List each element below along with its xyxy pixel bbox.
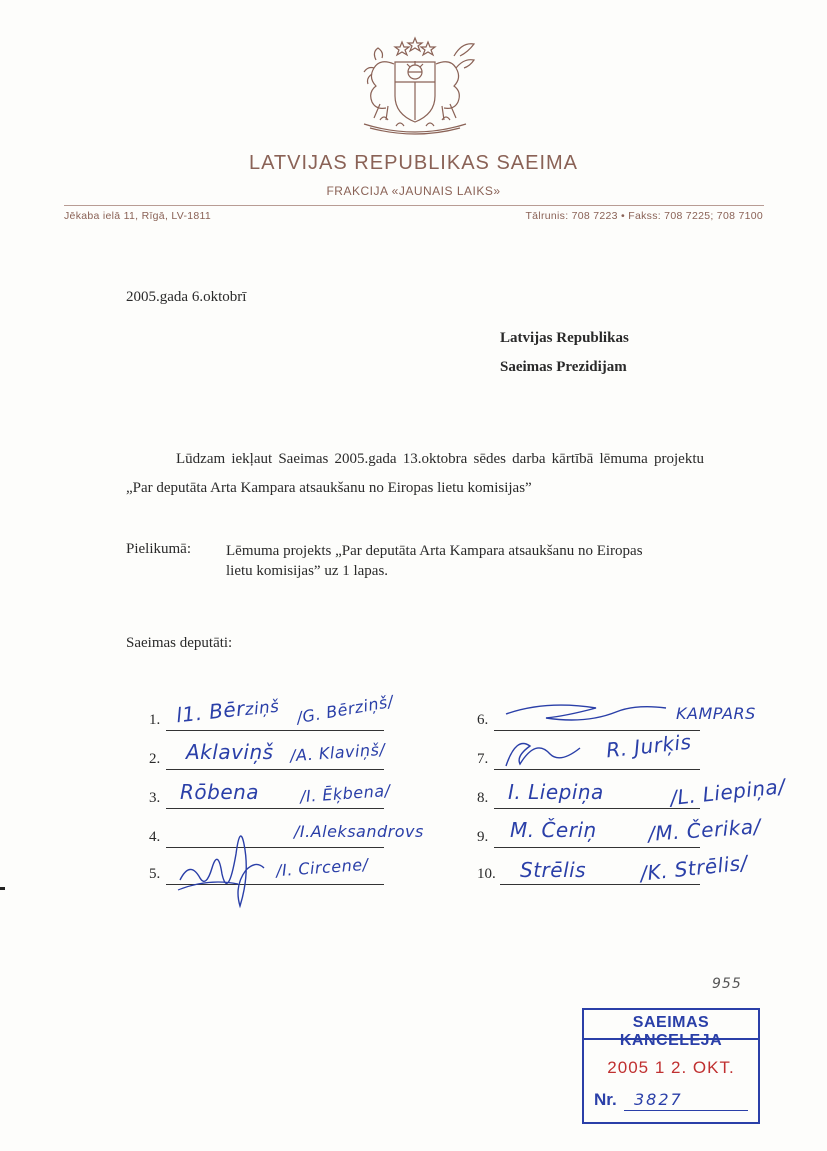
handwritten-name: /L. Liepiņa/ bbox=[669, 774, 787, 810]
handwritten-name: /A. Klaviņš/ bbox=[289, 739, 386, 766]
signature-number: 5. bbox=[149, 866, 161, 882]
letterhead-title: LATVIJAS REPUBLIKAS SAEIMA bbox=[248, 152, 579, 174]
handwritten-name: /I.Aleksandrovs bbox=[294, 822, 424, 841]
signature-line bbox=[166, 730, 384, 731]
handwritten-signature: l1. Bērziņš bbox=[175, 696, 281, 728]
handwritten-signature: M. Čeriņ bbox=[510, 818, 597, 842]
attachment-text: Lēmuma projekts „Par deputāta Arta Kampara atsaukšanu no Eiropas lietu komisijas” uz 1 lapas. bbox=[226, 543, 643, 579]
signature-number: 3. bbox=[149, 790, 161, 806]
stamp-nr-value: 3827 bbox=[634, 1090, 683, 1109]
handwritten-name: /I. Ēķbena/ bbox=[299, 780, 392, 807]
stamp-nr-label: Nr. bbox=[594, 1090, 617, 1109]
letter-date: 2005.gada 6.oktobrī bbox=[126, 289, 247, 305]
letterhead-address: Jēkaba ielā 11, Rīgā, LV-1811 bbox=[64, 210, 212, 222]
handwritten-name: R. Jurķis bbox=[604, 729, 693, 763]
registry-stamp bbox=[582, 1008, 760, 1124]
signature-number: 8. bbox=[477, 790, 489, 806]
attachment-label: Pielikumā: bbox=[126, 541, 191, 557]
recipient-line-2: Saeimas Prezidijam bbox=[500, 359, 627, 375]
letterhead-subtitle: FRAKCIJA «JAUNAIS LAIKS» bbox=[326, 184, 501, 198]
signature-number: 9. bbox=[477, 829, 489, 845]
letter-body bbox=[126, 445, 704, 503]
signature-number: 6. bbox=[477, 712, 489, 728]
stamp-nr-line bbox=[624, 1110, 748, 1111]
handwritten-signature: Aklaviņš bbox=[186, 740, 274, 764]
handwritten-name: /M. Čerika/ bbox=[647, 814, 762, 846]
stamp-title: SAEIMAS KANCELEJA bbox=[619, 1014, 723, 1049]
coat-of-arms-icon bbox=[350, 34, 480, 138]
signature-line bbox=[500, 884, 700, 885]
scan-edge-mark bbox=[0, 887, 5, 890]
handwritten-signature: Rōbena bbox=[180, 780, 260, 804]
signers-heading: Saeimas deputāti: bbox=[126, 635, 233, 651]
handwritten-name: KAMPARS bbox=[676, 704, 756, 723]
signature-scribble-icon bbox=[170, 810, 280, 910]
signature-scribble-icon bbox=[500, 730, 600, 774]
handwritten-name: /G. Bērziņš/ bbox=[295, 691, 395, 728]
recipient-line-1: Latvijas Republikas bbox=[500, 330, 629, 346]
letter-body-text: Lūdzam iekļaut Saeimas 2005.gada 13.oktobra sēdes darba kārtībā lēmuma projektu „Par deputāta Arta Kampara atsaukšanu no Eiropas lietu komisijas” bbox=[126, 451, 704, 496]
letterhead-divider bbox=[64, 205, 764, 206]
pencil-note: 955 bbox=[712, 976, 742, 992]
signature-line bbox=[494, 808, 700, 809]
handwritten-name: /K. Strēlis/ bbox=[639, 850, 749, 886]
stamp-date: 2005 1 2. OKT. bbox=[607, 1058, 735, 1077]
signature-number: 1. bbox=[149, 712, 161, 728]
signature-line bbox=[166, 769, 384, 770]
signature-number: 10. bbox=[477, 866, 496, 882]
handwritten-name: /I. Circene/ bbox=[275, 854, 370, 881]
signature-number: 2. bbox=[149, 751, 161, 767]
signature-number: 4. bbox=[149, 829, 161, 845]
stamp-divider bbox=[584, 1038, 758, 1040]
signature-number: 7. bbox=[477, 751, 489, 767]
handwritten-signature: Strēlis bbox=[520, 858, 587, 882]
signature-line bbox=[494, 847, 700, 848]
letterhead-phone: Tālrunis: 708 7223 • Fakss: 708 7225; 708 7100 bbox=[525, 210, 763, 222]
signature-scribble-icon bbox=[500, 700, 680, 730]
signature-line bbox=[166, 808, 384, 809]
handwritten-signature: I. Liepiņa bbox=[508, 780, 604, 804]
